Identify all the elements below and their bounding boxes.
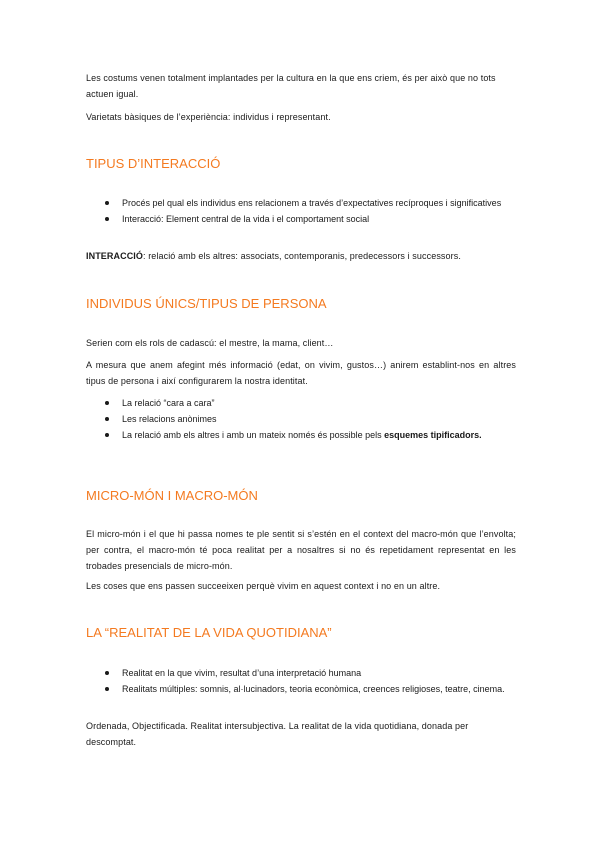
bullet-icon [105, 217, 109, 221]
list-item-text: Procés pel qual els individus ens relacionem a través d’expectatives recíproques i significatives [122, 198, 502, 208]
paragraph-rols: Serien com els rols de cadascú: el mestre, la mama, client… [86, 338, 334, 348]
bullet-icon [105, 417, 109, 421]
paragraph-identitat: A mesura que anem afegint més informació (edat, on vivim, gustos…) anirem establint-nos en altres tipus de persona i així configurarem la nostra identitat. [86, 360, 516, 386]
paragraph-context: Les coses que ens passen succeeixen perquè vivim en aquest context i no en un altre. [86, 581, 441, 591]
heading-micro-macro: MICRO-MÓN I MACRO-MÓN [86, 488, 258, 503]
bullet-icon [105, 687, 109, 691]
list-item [86, 681, 516, 697]
bullet-icon [105, 201, 109, 205]
list-item [86, 395, 516, 411]
definition-text: : relació amb els altres: associats, contemporanis, predecessors i successors. [143, 251, 461, 261]
heading-individus-unics: INDIVIDUS ÚNICS/TIPUS DE PERSONA [86, 296, 327, 311]
list-item-text: Les relacions anònimes [122, 414, 217, 424]
intro-paragraph-varietats: Varietats bàsiques de l’experiència: individus i representant. [86, 112, 331, 122]
intro-paragraph-costums: Les costums venen totalment implantades per la cultura en la que ens criem, és per això que no tots actuen igual. [86, 73, 496, 99]
bullet-icon [105, 401, 109, 405]
list-item-text: Realitats múltiples: somnis, al·lucinadors, teoria econòmica, creences religioses, teatre, cinema. [122, 684, 505, 694]
paragraph-micro-mon: El micro-món i el que hi passa nomes te ple sentit si s’estén en el context del macro-món que l’envolta; per contra, el macro-món té poca realitat per a nosaltres si no és repetidament representat en les trobades presencials de micro-món. [86, 529, 516, 571]
list-item [86, 211, 516, 227]
bullet-icon [105, 671, 109, 675]
list-item-text: La relació amb els altres i amb un mateix només és possible pels [122, 430, 385, 440]
list-realitat [86, 665, 516, 697]
definition-interaccio [86, 248, 516, 264]
list-item [86, 665, 516, 681]
list-item [86, 195, 516, 211]
list-item-text: Realitat en la que vivim, resultat d’una interpretació humana [122, 668, 362, 678]
heading-realitat-vida-quotidiana: LA “REALITAT DE LA VIDA QUOTIDIANA” [86, 625, 332, 640]
list-item [86, 411, 516, 427]
list-item-text: La relació “cara a cara” [122, 398, 215, 408]
list-item-text: Interacció: Element central de la vida i el comportament social [122, 214, 370, 224]
paragraph-ordenada: Ordenada, Objectificada. Realitat intersubjectiva. La realitat de la vida quotidiana, donada per descomptat. [86, 721, 469, 747]
list-interaccio [86, 195, 516, 227]
list-item [86, 427, 516, 443]
bullet-icon [105, 433, 109, 437]
definition-term: INTERACCIÓ [86, 251, 143, 261]
list-relacions [86, 395, 516, 443]
list-item-bold-text: esquemes tipificadors. [384, 430, 482, 440]
heading-tipus-interaccio: TIPUS D’INTERACCIÓ [86, 156, 221, 171]
